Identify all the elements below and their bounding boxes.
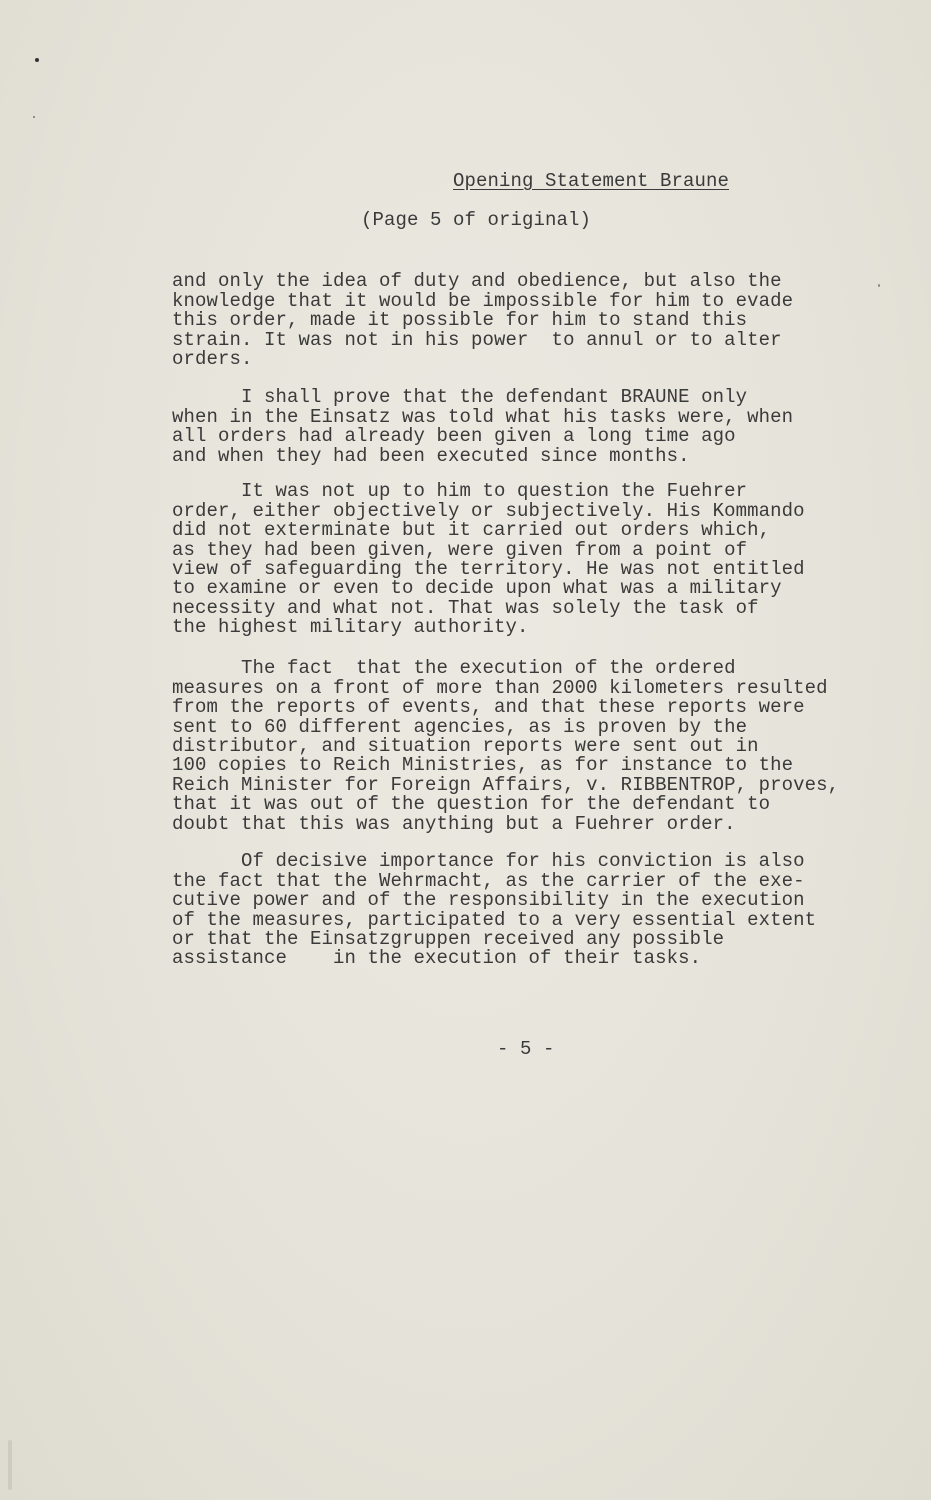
- text-line: when in the Einsatz was told what his tasks were, when: [172, 405, 794, 428]
- text-line: 100 copies to Reich Ministries, as for instance to the: [172, 754, 794, 777]
- punch-mark: [35, 58, 39, 62]
- text-line: Reich Minister for Foreign Affairs, v. RIBBENTROP, proves,: [172, 773, 840, 796]
- text-line: sent to 60 different agencies, as is proven by the: [172, 715, 748, 738]
- text-line: all orders had already been given a long time ago: [172, 425, 736, 448]
- paragraph-1: [172, 253, 793, 369]
- text-line: measures on a front of more than 2000 kilometers resulted: [172, 676, 828, 699]
- text-line: the highest military authority.: [172, 616, 529, 639]
- text-line: from the reports of events, and that these reports were: [172, 696, 805, 719]
- speck-mark: [878, 284, 880, 287]
- edge-stain: [8, 1440, 12, 1490]
- text-line: strain. It was not in his power to annul or to alter: [172, 328, 782, 351]
- text-line: It was not up to him to question the Fuehrer: [172, 480, 748, 503]
- paragraph-4: [172, 640, 839, 834]
- speck-mark: [33, 116, 35, 118]
- text-line: and when they had been executed since months.: [172, 444, 690, 467]
- paragraph-2: [172, 369, 793, 466]
- text-line: orders.: [172, 348, 253, 371]
- text-line: to examine or even to decide upon what was a military: [172, 577, 782, 600]
- text-line: cutive power and of the responsibility in the execution: [172, 889, 805, 912]
- text-line: doubt that this was anything but a Fuehrer order.: [172, 812, 736, 835]
- document-subtitle: (Page 5 of original): [361, 209, 592, 231]
- page-number: - 5 -: [497, 1038, 555, 1060]
- text-line: of the measures, participated to a very essential extent: [172, 908, 817, 931]
- text-line: as they had been given, were given from a point of: [172, 538, 748, 561]
- text-line: did not exterminate but it carried out orders which,: [172, 519, 771, 542]
- text-line: and only the idea of duty and obedience, but also the: [172, 270, 782, 293]
- text-line: assistance in the execution of their tasks.: [172, 947, 702, 970]
- text-line: this order, made it possible for him to stand this: [172, 309, 748, 332]
- paragraph-3: [172, 463, 805, 638]
- text-line: view of safeguarding the territory. He was not entitled: [172, 558, 805, 581]
- text-line: I shall prove that the defendant BRAUNE only: [172, 386, 748, 409]
- text-line: distributor, and situation reports were sent out in: [172, 735, 759, 758]
- paragraph-5: [172, 833, 816, 969]
- text-line: the fact that the Wehrmacht, as the carrier of the exe-: [172, 869, 805, 892]
- document-title: Opening Statement Braune: [453, 170, 730, 192]
- text-line: or that the Einsatzgruppen received any possible: [172, 928, 725, 951]
- text-line: The fact that the execution of the ordered: [172, 657, 736, 680]
- text-line: that it was out of the question for the defendant to: [172, 793, 771, 816]
- text-line: Of decisive importance for his conviction is also: [172, 850, 805, 873]
- text-line: order, either objectively or subjectively. His Kommando: [172, 499, 805, 522]
- text-line: knowledge that it would be impossible for him to evade: [172, 289, 794, 312]
- text-line: necessity and what not. That was solely the task of: [172, 596, 759, 619]
